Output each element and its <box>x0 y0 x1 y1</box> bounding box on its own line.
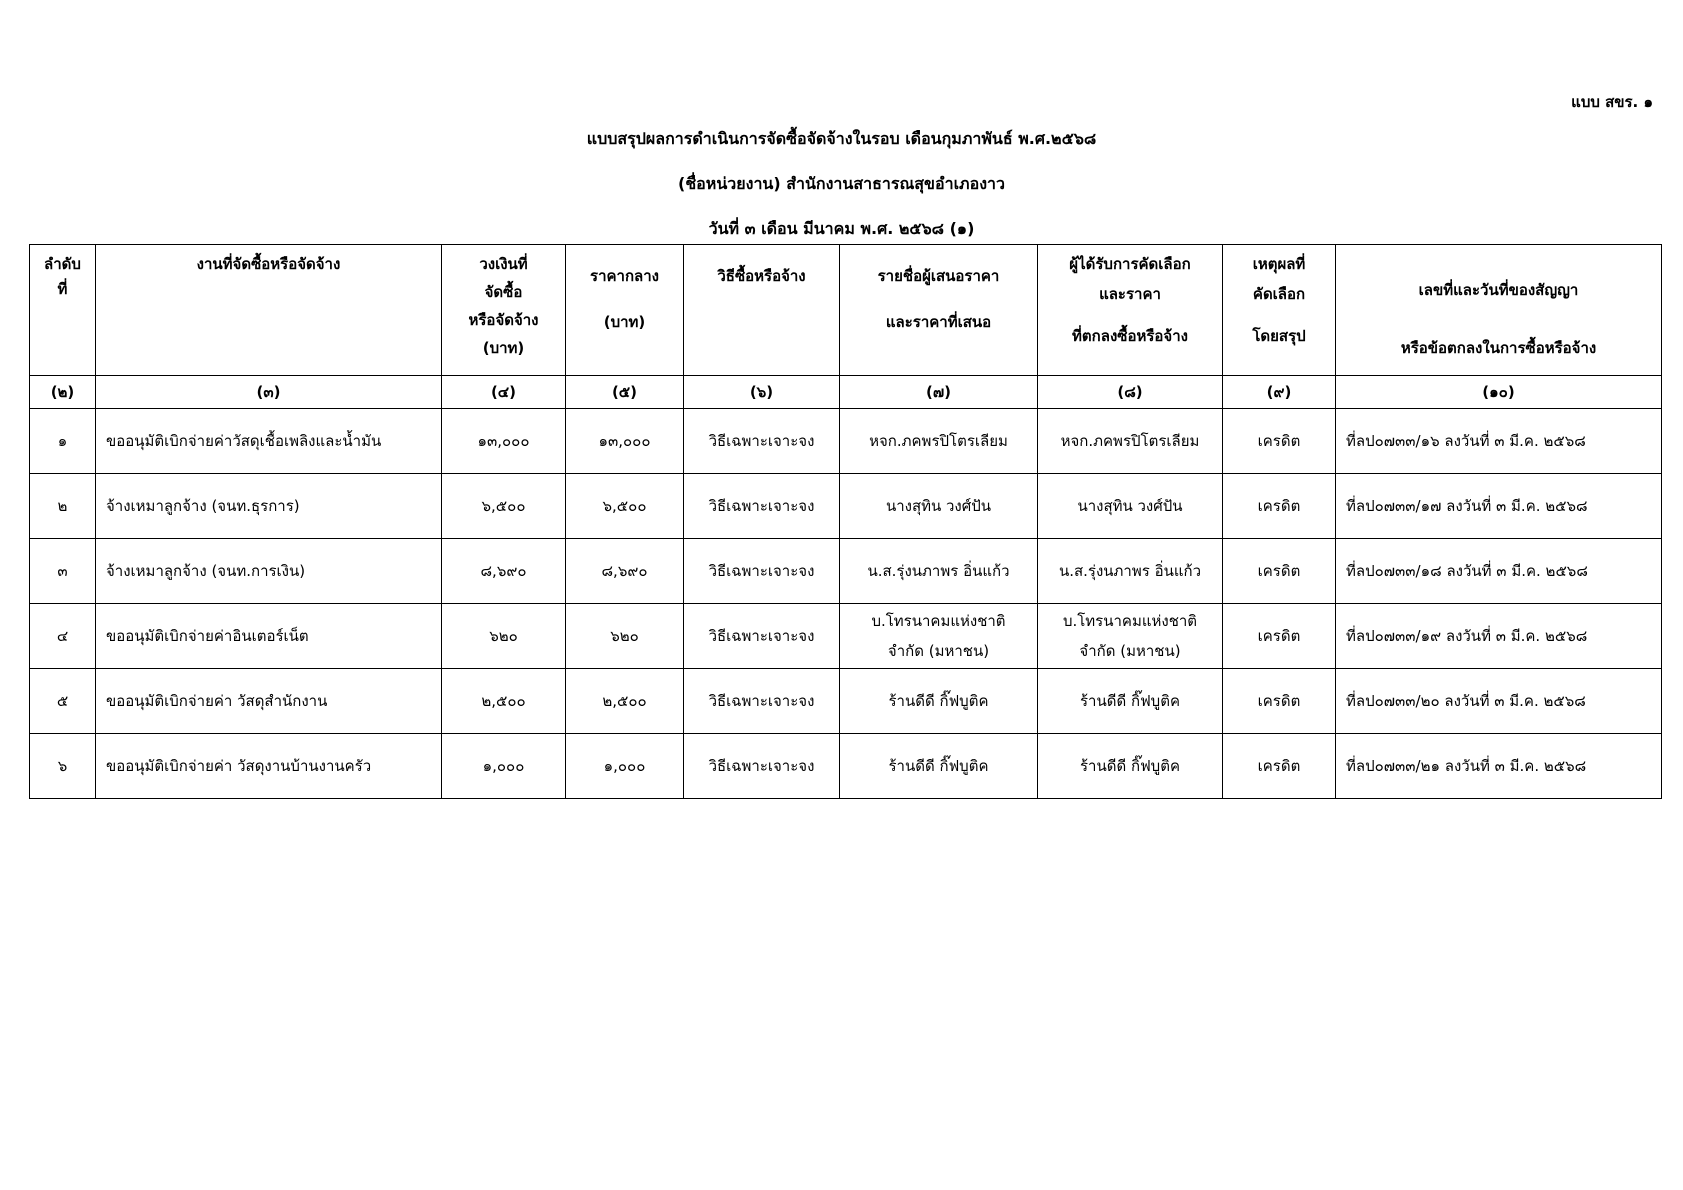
procurement-method: วิธีเฉพาะเจาะจง <box>684 669 840 734</box>
header-budget: วงเงินที่ จัดซื้อ หรือจัดจ้าง (บาท) <box>442 245 566 376</box>
median-price: ๖๒๐ <box>566 604 684 669</box>
header-task: งานที่จัดซื้อหรือจัดจ้าง <box>96 245 442 376</box>
procurement-method: วิธีเฉพาะเจาะจง <box>684 734 840 799</box>
contract-reference: ที่ลป๐๗๓๓/๑๖ ลงวันที่ ๓ มี.ค. ๒๕๖๘ <box>1336 409 1662 474</box>
budget-amount: ๒,๕๐๐ <box>442 669 566 734</box>
selection-reason: เครดิต <box>1223 604 1336 669</box>
bidder-name: น.ส.รุ่งนภาพร อิ่นแก้ว <box>840 539 1038 604</box>
header-reason: เหตุผลที่ คัดเลือก โดยสรุป <box>1223 245 1336 376</box>
table-row <box>30 409 1662 474</box>
row-number: ๖ <box>30 734 96 799</box>
bidder-name: ร้านดีดี กิ๊ฟบูติค <box>840 669 1038 734</box>
column-number: (๑๐) <box>1336 376 1662 409</box>
table-row <box>30 734 1662 799</box>
bidder-name: บ.โทรนาคมแห่งชาติ จำกัด (มหาชน) <box>840 604 1038 669</box>
report-title: แบบสรุปผลการดำเนินการจัดซื้อจัดจ้างในรอบ เดือนกุมภาพันธ์ พ.ศ.๒๕๖๘ <box>586 129 1097 148</box>
budget-amount: ๖๒๐ <box>442 604 566 669</box>
selection-reason: เครดิต <box>1223 734 1336 799</box>
row-number: ๓ <box>30 539 96 604</box>
column-number: (๓) <box>96 376 442 409</box>
budget-amount: ๑๓,๐๐๐ <box>442 409 566 474</box>
column-number: (๒) <box>30 376 96 409</box>
task-description: ขออนุมัติเบิกจ่ายค่า วัสดุงานบ้านงานครัว <box>96 734 442 799</box>
contract-reference: ที่ลป๐๗๓๓/๑๗ ลงวันที่ ๓ มี.ค. ๒๕๖๘ <box>1336 474 1662 539</box>
column-number: (๕) <box>566 376 684 409</box>
bidder-name: หจก.ภคพรปิโตรเลียม <box>840 409 1038 474</box>
procurement-method: วิธีเฉพาะเจาะจง <box>684 474 840 539</box>
report-date: วันที่ ๓ เดือน มีนาคม พ.ศ. ๒๕๖๘ (๑) <box>708 219 975 238</box>
winner-name: นางสุทิน วงศ์ปัน <box>1038 474 1223 539</box>
procurement-method: วิธีเฉพาะเจาะจง <box>684 539 840 604</box>
column-number: (๗) <box>840 376 1038 409</box>
header-bidders: รายชื่อผู้เสนอราคา และราคาที่เสนอ <box>840 245 1038 376</box>
table-row <box>30 604 1662 669</box>
table-row <box>30 474 1662 539</box>
procurement-summary-table <box>29 244 1662 799</box>
header-winner: ผู้ได้รับการคัดเลือก และราคา ที่ตกลงซื้อหรือจ้าง <box>1038 245 1223 376</box>
column-number: (๖) <box>684 376 840 409</box>
header-method: วิธีซื้อหรือจ้าง <box>684 245 840 376</box>
winner-name: ร้านดีดี กิ๊ฟบูติค <box>1038 669 1223 734</box>
budget-amount: ๘,๖๙๐ <box>442 539 566 604</box>
selection-reason: เครดิต <box>1223 669 1336 734</box>
header-no: ลำดับ ที่ <box>30 245 96 376</box>
budget-amount: ๖,๕๐๐ <box>442 474 566 539</box>
selection-reason: เครดิต <box>1223 539 1336 604</box>
task-description: ขออนุมัติเบิกจ่ายค่า วัสดุสำนักงาน <box>96 669 442 734</box>
row-number: ๒ <box>30 474 96 539</box>
header-median-price: ราคากลาง (บาท) <box>566 245 684 376</box>
header-row <box>30 245 1662 376</box>
winner-name: ร้านดีดี กิ๊ฟบูติค <box>1038 734 1223 799</box>
task-description: ขออนุมัติเบิกจ่ายค่าวัสดุเชื้อเพลิงและน้ำมัน <box>96 409 442 474</box>
form-code: แบบ สขร. ๑ <box>1571 93 1653 111</box>
row-number: ๔ <box>30 604 96 669</box>
median-price: ๖,๕๐๐ <box>566 474 684 539</box>
contract-reference: ที่ลป๐๗๓๓/๒๑ ลงวันที่ ๓ มี.ค. ๒๕๖๘ <box>1336 734 1662 799</box>
contract-reference: ที่ลป๐๗๓๓/๒๐ ลงวันที่ ๓ มี.ค. ๒๕๖๘ <box>1336 669 1662 734</box>
table-row <box>30 669 1662 734</box>
budget-amount: ๑,๐๐๐ <box>442 734 566 799</box>
header-contract: เลขที่และวันที่ของสัญญา หรือข้อตกลงในการซื้อหรือจ้าง <box>1336 245 1662 376</box>
bidder-name: นางสุทิน วงศ์ปัน <box>840 474 1038 539</box>
median-price: ๑,๐๐๐ <box>566 734 684 799</box>
median-price: ๒,๕๐๐ <box>566 669 684 734</box>
procurement-method: วิธีเฉพาะเจาะจง <box>684 409 840 474</box>
row-number: ๑ <box>30 409 96 474</box>
column-number: (๔) <box>442 376 566 409</box>
contract-reference: ที่ลป๐๗๓๓/๑๘ ลงวันที่ ๓ มี.ค. ๒๕๖๘ <box>1336 539 1662 604</box>
table-row <box>30 539 1662 604</box>
column-number: (๘) <box>1038 376 1223 409</box>
bidder-name: ร้านดีดี กิ๊ฟบูติค <box>840 734 1038 799</box>
selection-reason: เครดิต <box>1223 474 1336 539</box>
median-price: ๘,๖๙๐ <box>566 539 684 604</box>
column-number: (๙) <box>1223 376 1336 409</box>
agency-name: (ชื่อหน่วยงาน) สำนักงานสาธารณสุขอำเภองาว <box>678 174 1005 193</box>
column-number-row <box>30 376 1662 409</box>
winner-name: หจก.ภคพรปิโตรเลียม <box>1038 409 1223 474</box>
task-description: จ้างเหมาลูกจ้าง (จนท.การเงิน) <box>96 539 442 604</box>
task-description: ขออนุมัติเบิกจ่ายค่าอินเตอร์เน็ต <box>96 604 442 669</box>
median-price: ๑๓,๐๐๐ <box>566 409 684 474</box>
winner-name: น.ส.รุ่งนภาพร อิ่นแก้ว <box>1038 539 1223 604</box>
procurement-method: วิธีเฉพาะเจาะจง <box>684 604 840 669</box>
winner-name: บ.โทรนาคมแห่งชาติ จำกัด (มหาชน) <box>1038 604 1223 669</box>
contract-reference: ที่ลป๐๗๓๓/๑๙ ลงวันที่ ๓ มี.ค. ๒๕๖๘ <box>1336 604 1662 669</box>
task-description: จ้างเหมาลูกจ้าง (จนท.ธุรการ) <box>96 474 442 539</box>
row-number: ๕ <box>30 669 96 734</box>
selection-reason: เครดิต <box>1223 409 1336 474</box>
